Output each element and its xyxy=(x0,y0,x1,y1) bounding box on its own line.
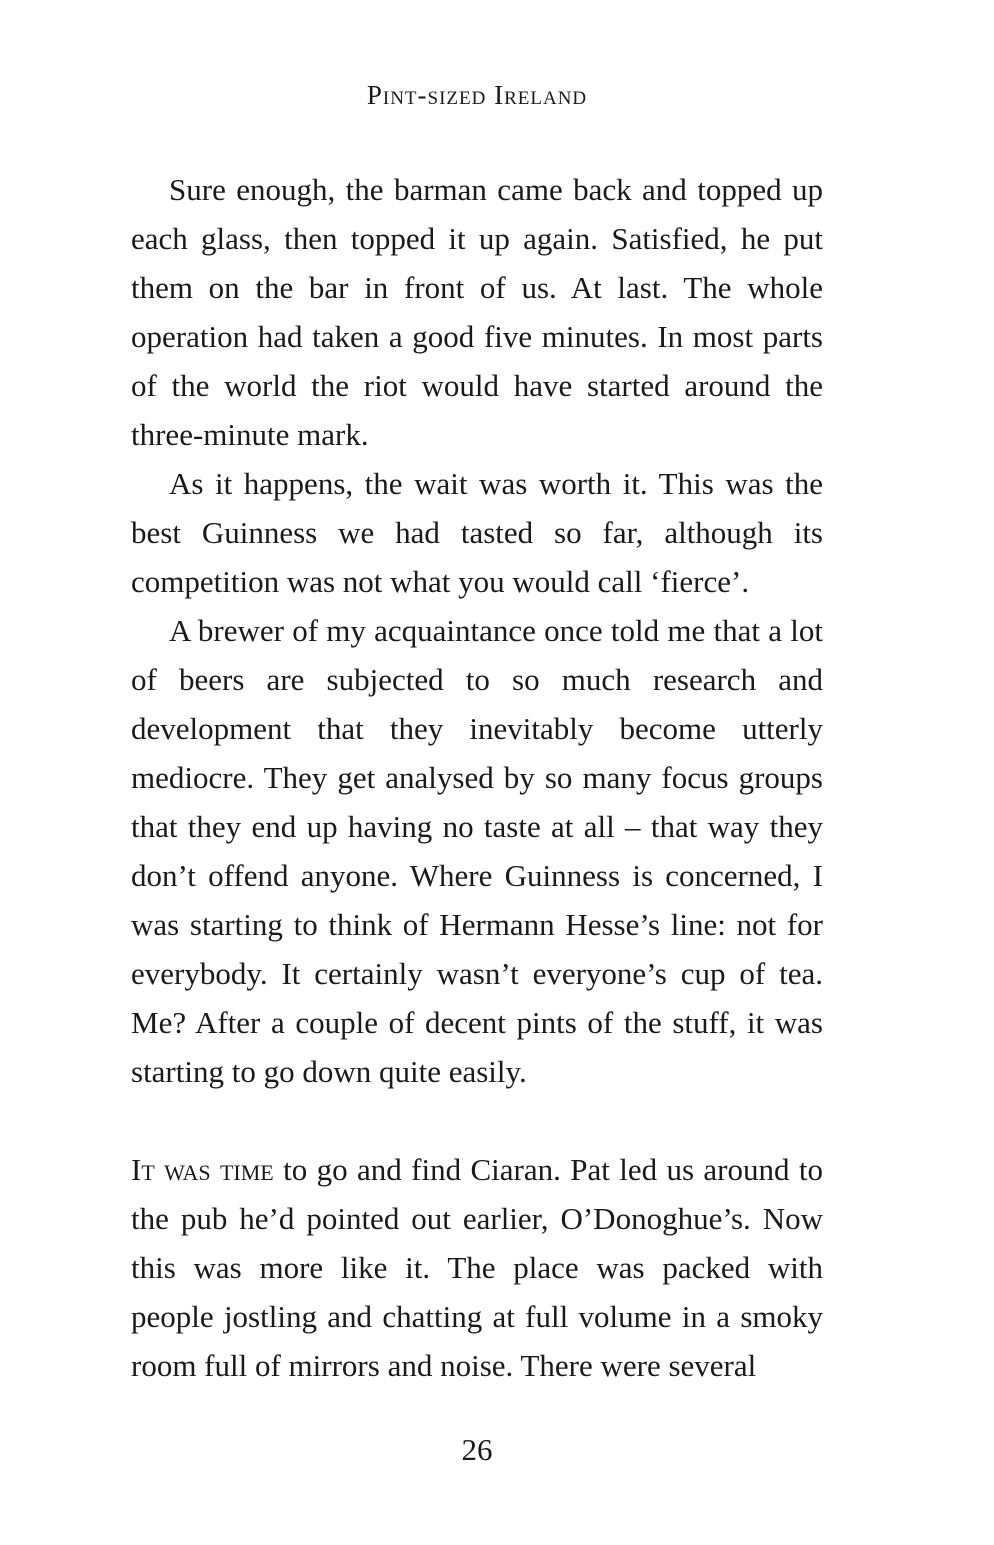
paragraph-3: A brewer of my acquaintance once told me that a lot of beers are subjected to so much research and development that they inevitably become utterly mediocre. They get analysed by so many focus groups that they end up having no taste at all – that way they don’t offend anyone. Where Guinness is concerned, I was starting to think of Hermann Hesse’s line: not for everybody. It certainly wasn’t everyone’s cup of tea. Me? After a couple of decent pints of the stuff, it was starting to go down quite easily. xyxy=(131,613,823,1089)
running-head: Pint-sized Ireland xyxy=(366,80,588,110)
page-number: 26 xyxy=(461,1432,493,1467)
body-text xyxy=(131,165,823,1390)
section-break-paragraph xyxy=(131,1145,823,1390)
paragraph-2: As it happens, the wait was worth it. This was the best Guinness we had tasted so far, although its competition was not what you would call ‘fierce’. xyxy=(131,466,823,599)
paragraph-1: Sure enough, the barman came back and topped up each glass, then topped it up again. Satisfied, he put them on the bar in front of us. At last. The whole operation had taken a good five minutes. In most parts of the world the riot would have started around the three-minute mark. xyxy=(131,172,823,452)
section-lead-in: It was time xyxy=(131,1152,274,1187)
section-paragraph-text: to go and find Ciaran. Pat led us around to the pub he’d pointed out earlier, O’Donoghue’s. Now this was more like it. The place was packed with people jostling and chatting at full volume in a smoky room full of mirrors and noise. There were several xyxy=(131,1152,823,1383)
